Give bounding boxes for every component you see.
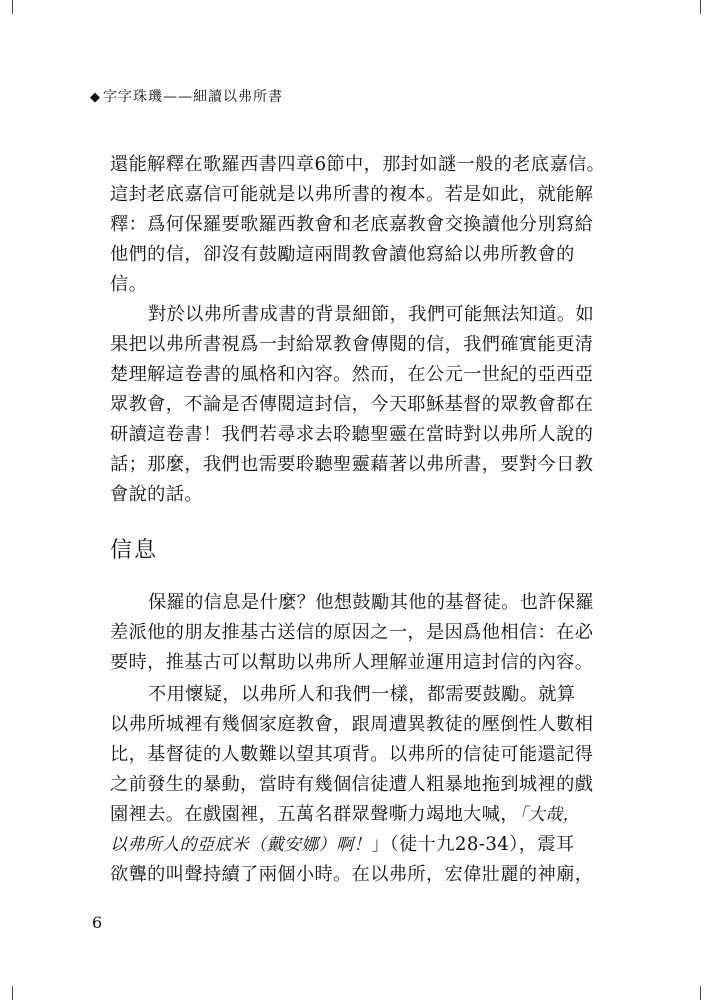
paragraph-line: 眾教會，不論是否傳閱這封信，今天耶穌基督的眾教會都在 (110, 394, 594, 415)
running-title: 字字珠璣——細讀以弗所書 (103, 89, 283, 105)
crop-mark-bottom-right (700, 986, 701, 1000)
paragraph-line: 要時，推基古可以幫助以弗所人理解並運用這封信的內容。 (110, 652, 594, 673)
paragraph-line: 欲聾的叫聲持續了兩個小時。在以弗所，宏偉壯麗的神廟， (110, 864, 594, 885)
paragraph-3 (110, 588, 595, 678)
paragraph-line (110, 830, 590, 860)
paragraph-line: 之前發生的暴動，當時有幾個信徒遭人粗暴地拖到城裡的戲 (110, 774, 594, 795)
paragraph-line: 他們的信，卻沒有鼓勵這兩間教會讀他寫給以弗所教會的 (110, 244, 575, 265)
quote-open: 「大哉， (518, 805, 581, 825)
paragraph-1 (110, 150, 606, 300)
diamond-icon: ◆ (90, 90, 101, 105)
paragraph-line-text: 園裡去。在戲園裡，五萬名群眾聲嘶力竭地大喊， (110, 804, 519, 825)
paragraph-line: 以弗所城裡有幾個家庭教會，跟周遭異教徒的壓倒性人數相 (110, 714, 594, 735)
paragraph-line: 話；那麼，我們也需要聆聽聖靈藉著以弗所書，要對今日教 (110, 454, 594, 475)
paragraph-2 (110, 300, 595, 510)
quote-body: 以弗所人的亞底米（戴安娜）啊！ (110, 835, 371, 855)
paragraph-line: 果把以弗所書視爲一封給眾教會傳閱的信，我們確實能更清 (110, 334, 594, 355)
paragraph-line: 釋：爲何保羅要歌羅西教會和老底嘉教會交換讀他分別寫給 (110, 214, 594, 235)
paragraph-line: 信。 (110, 274, 148, 295)
paragraph-line: 比，基督徒的人數難以望其項背。以弗所的信徒可能還記得 (110, 744, 594, 765)
page-number: 6 (92, 913, 103, 932)
running-header (90, 86, 283, 106)
paragraph-line: 這封老底嘉信可能就是以弗所書的複本。若是如此，就能解 (110, 184, 594, 205)
section-heading: 信息 (110, 538, 159, 563)
paragraph-line: 會說的話。 (110, 484, 203, 505)
paragraph-line: 楚理解這卷書的風格和內容。然而，在公元一世紀的亞西亞 (110, 364, 594, 385)
paragraph-line: 對於以弗所書成書的背景細節，我們可能無法知道。如 (148, 304, 595, 325)
crop-mark-bottom-left (12, 986, 13, 1000)
paragraph-line: 差派他的朋友推基古送信的原因之一，是因爲他相信：在必 (110, 622, 594, 643)
crop-mark-top-left (12, 0, 13, 14)
paragraph-line: 保羅的信息是什麼？他想鼓勵其他的基督徒。也許保羅 (148, 592, 595, 613)
paragraph-line (110, 800, 590, 830)
paragraph-4 (110, 680, 594, 890)
paragraph-line: 不用懷疑，以弗所人和我們一樣，都需要鼓勵。就算 (148, 684, 576, 705)
scripture-reference: （徒十九28-34），震耳 (389, 834, 575, 855)
paragraph-line: 研讀這卷書！我們若尋求去聆聽聖靈在當時對以弗所人說的 (110, 424, 594, 445)
crop-mark-top-right (700, 0, 701, 14)
paragraph-line: 還能解釋在歌羅西書四章6節中，那封如謎一般的老底嘉信。 (110, 154, 606, 175)
quote-close: 」 (371, 834, 390, 855)
